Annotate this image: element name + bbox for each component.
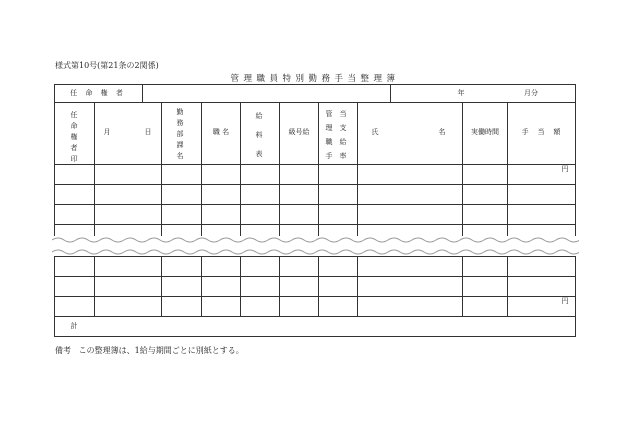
form-title: 管理職員特別勤務手当整理簿	[230, 74, 400, 84]
remarks-text: この整理簿は、1給与期間ごとに別紙とする。	[78, 346, 244, 355]
post-header: 職 名	[212, 128, 230, 136]
hours-header: 実働時間	[471, 128, 499, 136]
allowance-rate-header-col2: 当 支 給 率	[339, 110, 347, 160]
remarks-label: 備考	[55, 346, 71, 355]
remarks-note	[55, 345, 244, 356]
name-header-last: 名	[438, 128, 446, 136]
amount-header: 手 当 額	[521, 128, 561, 136]
salary-table-header: 給 料 表	[255, 112, 263, 158]
yen-unit-top: 円	[561, 165, 569, 173]
appointer-label: 任 命 権 者	[70, 89, 126, 97]
dept-header: 勤 務 部 課 名	[176, 108, 184, 160]
ninmei-header: 任 命 権 者 印	[70, 111, 78, 163]
form-number: 様式第10号(第21条の2関係)	[55, 61, 159, 70]
year-label: 年	[457, 89, 465, 97]
allowance-rate-header-col1: 管 理 職 手	[325, 110, 333, 160]
day-header: 日	[144, 128, 152, 136]
month-header: 月	[103, 128, 111, 136]
allowance-register-table	[54, 84, 577, 337]
total-label: 計	[70, 322, 78, 330]
grade-header: 級号給	[288, 128, 310, 136]
yen-unit-bottom: 円	[561, 297, 569, 305]
month-period-label: 月分	[524, 89, 538, 97]
name-header-first: 氏	[371, 128, 379, 136]
omission-wave-icon	[52, 236, 579, 256]
